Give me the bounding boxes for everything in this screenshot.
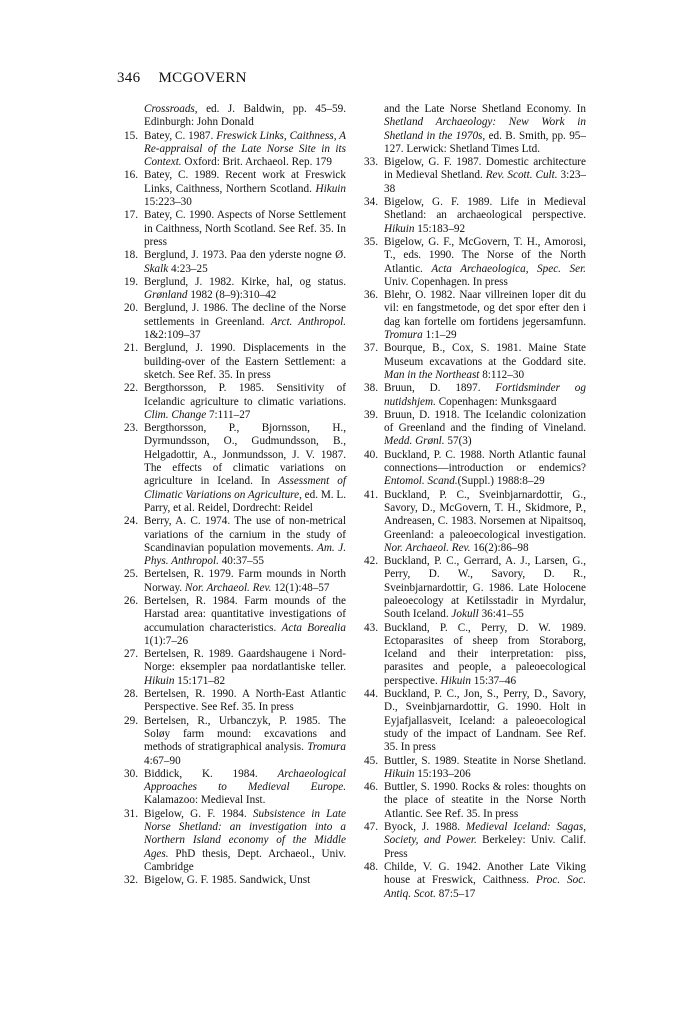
reference-entry [358, 236, 586, 289]
reference-entry [118, 688, 346, 715]
reference-number: 17. [124, 209, 138, 222]
reference-text: Bertelsen, R. 1990. A North-East Atlantic Perspective. See Ref. 35. In press [144, 688, 346, 714]
reference-text: Bigelow, G. F. 1985. Sandwick, Unst [144, 874, 311, 887]
reference-text: Crossroads, ed. J. Baldwin, pp. 45–59. Edinburgh: John Donald [144, 103, 346, 129]
reference-entry [358, 755, 586, 782]
reference-number: 30. [124, 767, 138, 780]
reference-entry [118, 342, 346, 382]
reference-number: 32. [124, 874, 138, 887]
reference-entry [118, 595, 346, 648]
reference-text: Bigelow, G. F. 1987. Domestic architecture in Medieval Shetland. Rev. Scott. Cult. 3:23–38 [384, 156, 587, 195]
reference-text: Buckland, P. C., Perry, D. W. 1989. Ectoparasites of sheep from Storaborg, Iceland and their interpretation: piss, parasites and people, a paleoecological perspective. Hikuin 15:37–46 [384, 621, 586, 687]
reference-text: Buckland, P. C. 1988. North Atlantic faunal connections—introduction or endemics? Entomol. Scand.(Suppl.) 1988:8–29 [384, 448, 586, 488]
reference-text: Bergthorsson, P., Bjornsson, H., Dyrmundsson, O., Gudmundsson, B., Helgadottir, A., Jonmundsson, J. V. 1987. The effects of climatic variations on agriculture in Iceland. In Assessment of Climatic Variations on Agriculture, ed. M. L. Parry, et al. Reidel, Dordrecht: Reidel [144, 422, 346, 514]
reference-entry [118, 382, 346, 422]
reference-number: 27. [124, 648, 138, 661]
reference-text: Childe, V. G. 1942. Another Late Viking house at Freswick, Caithness. Proc. Soc. Antiq. Scot. 87:5–17 [384, 860, 587, 900]
reference-number: 25. [124, 568, 138, 581]
reference-entry [358, 489, 586, 555]
reference-text: Buckland, P. C., Gerrard, A. J., Larsen, G., Perry, D. W., Savory, D. R., Sveinbjarnardottir, G. 1986. Late Holocene paleoecology at Ketilsstadir in Myrdalur, South Iceland. Jokull 36:41–55 [384, 555, 586, 621]
reference-number: 44. [364, 688, 378, 701]
reference-number: 34. [364, 196, 378, 209]
reference-number: 15. [124, 129, 138, 142]
reference-entry [118, 276, 346, 303]
reference-entry [118, 302, 346, 342]
reference-entry [118, 209, 346, 249]
reference-number: 23. [124, 422, 138, 435]
reference-text: Buttler, S. 1989. Steatite in Norse Shetland. Hikuin 15:193–206 [384, 754, 586, 780]
reference-entry [358, 196, 586, 236]
reference-number: 43. [364, 621, 378, 634]
reference-text: Bergthorsson, P. 1985. Sensitivity of Icelandic agriculture to climatic variations. Clim. Change 7:111–27 [144, 382, 346, 421]
reference-number: 40. [364, 448, 378, 461]
reference-text: Bigelow, G. F. 1984. Subsistence in Late Norse Shetland: an investigation into a Northern Island economy of the Middle Ages. PhD thesis, Dept. Archaeol., Univ. Cambridge [144, 807, 346, 873]
reference-entry [118, 515, 346, 568]
reference-text: Berglund, J. 1982. Kirke, hal, og status. Grønland 1982 (8–9):310–42 [144, 275, 346, 302]
reference-number: 33. [364, 156, 378, 169]
reference-entry [118, 568, 346, 595]
reference-number: 20. [124, 302, 138, 315]
reference-entry [358, 289, 586, 342]
running-head-author: MCGOVERN [158, 70, 247, 86]
reference-entry [358, 409, 586, 449]
reference-entry [118, 768, 346, 808]
reference-text: Bigelow, G. F., McGovern, T. H., Amorosi, T., eds. 1990. The Norse of the North Atlantic. Acta Archaeologica, Spec. Ser. Univ. Copenhagen. In press [384, 235, 586, 288]
reference-number: 39. [364, 408, 378, 421]
reference-entry [118, 130, 346, 170]
reference-number: 21. [124, 342, 138, 355]
reference-number: 24. [124, 515, 138, 528]
reference-text: Batey, C. 1989. Recent work at Freswick Links, Caithness, Northern Scotland. Hikuin 15:223–30 [144, 169, 346, 209]
reference-number: 37. [364, 342, 378, 355]
reference-text: Buckland, P. C., Jon, S., Perry, D., Savory, D., Sveinbjarnardottir, G. 1990. Holt in Eyjafjallasveit, Iceland: a paleoecological study of the impact of Landnam. See Ref. 35. In press [384, 688, 586, 754]
reference-text: Bertelsen, R. 1984. Farm mounds of the Harstad area: quantitative investigations of accumulation characteristics. Acta Borealia 1(1):7–26 [144, 594, 346, 647]
reference-text: Byock, J. 1988. Medieval Iceland: Sagas, Society, and Power. Berkeley: Univ. Calif. Press [384, 821, 587, 860]
reference-entry [118, 169, 346, 209]
reference-text: Buttler, S. 1990. Rocks & roles: thoughts on the place of steatite in the Norse North Atlantic. See Ref. 35. In press [384, 781, 586, 820]
reference-entry [358, 382, 586, 409]
reference-number: 19. [124, 275, 138, 288]
reference-number: 26. [124, 594, 138, 607]
reference-text: Berglund, J. 1986. The decline of the Norse settlements in Greenland. Arct. Anthropol. 1&2:109–37 [144, 302, 346, 342]
reference-number: 47. [364, 821, 378, 834]
reference-number: 48. [364, 860, 378, 873]
reference-text: Bigelow, G. F. 1989. Life in Medieval Shetland: an archaeological perspective. Hikuin 15:183–92 [384, 196, 586, 235]
reference-entry [118, 103, 346, 130]
reference-entry [358, 555, 586, 621]
reference-entry [358, 688, 586, 754]
reference-entry [358, 622, 586, 688]
reference-text: Berglund, J. 1973. Paa den yderste nogne Ø. Skalk 4:23–25 [144, 249, 346, 275]
reference-entry [118, 808, 346, 874]
reference-text: Bertelsen, R. 1979. Farm mounds in North Norway. Nor. Archaeol. Rev. 12(1):48–57 [144, 568, 346, 594]
reference-number: 35. [364, 235, 378, 248]
reference-text: and the Late Norse Shetland Economy. In Shetland Archaeology: New Work in Shetland in the 1970s, ed. B. Smith, pp. 95–127. Lerwick: Shetland Times Ltd. [384, 103, 586, 155]
reference-number: 36. [364, 289, 378, 302]
reference-text: Bruun, D. 1918. The Icelandic colonization of Greenland and the finding of Vineland. Medd. Grønl. 57(3) [384, 408, 586, 448]
reference-text: Batey, C. 1987. Freswick Links, Caithness, A Re-appraisal of the Late Norse Site in its Context. Oxford: Brit. Archaeol. Rep. 179 [144, 129, 346, 169]
reference-number: 18. [124, 249, 138, 262]
reference-number: 41. [364, 488, 378, 501]
reference-number: 42. [364, 555, 378, 568]
reference-entry [118, 648, 346, 688]
reference-number: 29. [124, 714, 138, 727]
reference-number: 22. [124, 382, 138, 395]
reference-entry [358, 861, 586, 901]
reference-entry [358, 103, 586, 156]
reference-entry [358, 781, 586, 821]
reference-number: 16. [124, 169, 138, 182]
reference-text: Bourque, B., Cox, S. 1981. Maine State Museum excavations at the Goddard site. Man in the Northeast 8:112–30 [384, 342, 586, 381]
references-column-left [118, 103, 346, 888]
reference-text: Bertelsen, R., Urbanczyk, P. 1985. The Soløy farm mound: excavations and methods of stratigraphical analysis. Tromura 4:67–90 [144, 714, 346, 767]
reference-number: 28. [124, 688, 138, 701]
page-header [117, 70, 247, 87]
reference-entry [118, 422, 346, 515]
page-number: 346 [117, 70, 141, 86]
reference-entry [358, 821, 586, 861]
reference-text: Berglund, J. 1990. Displacements in the building-over of the Eastern Settlement: a sketch. See Ref. 35. In press [144, 342, 346, 381]
reference-text: Batey, C. 1990. Aspects of Norse Settlement in Caithness, North Scotland. See Ref. 35. In press [144, 209, 346, 248]
reference-number: 31. [124, 807, 138, 820]
reference-text: Bertelsen, R. 1989. Gaardshaugene i Nord-Norge: eksempler paa nordatlantiske teller. Hikuin 15:171–82 [144, 648, 346, 687]
reference-entry [118, 249, 346, 276]
references-column-right [358, 103, 586, 901]
reference-text: Bruun, D. 1897. Fortidsminder og nutidshjem. Copenhagen: Munksgaard [384, 382, 586, 408]
reference-text: Buckland, P. C., Sveinbjarnardottir, G., Savory, D., McGovern, T. H., Skidmore, P., Andreasen, C. 1983. Norsemen at Nipaitsoq, Greenland: a paleoecological investigation. Nor. Archaeol. Rev. 16(2):86–98 [384, 488, 586, 554]
reference-number: 38. [364, 382, 378, 395]
reference-entry [358, 156, 586, 196]
reference-text: Berry, A. C. 1974. The use of non-metrical variations of the carnium in the study of Scandinavian population movements. Am. J. Phys. Anthropol. 40:37–55 [144, 515, 346, 568]
reference-entry [118, 874, 346, 887]
reference-text: Biddick, K. 1984. Archaeological Approaches to Medieval Europe. Kalamazoo: Medieval Inst. [144, 767, 346, 807]
reference-entry [358, 449, 586, 489]
reference-text: Blehr, O. 1982. Naar villreinen loper dit du vil: en fangstmetode, og det spor efter den i dag kan fortelle om fortidens jegersamfunn. Tromura 1:1–29 [384, 289, 586, 342]
reference-entry [118, 715, 346, 768]
reference-entry [358, 342, 586, 382]
reference-number: 45. [364, 754, 378, 767]
reference-number: 46. [364, 781, 378, 794]
